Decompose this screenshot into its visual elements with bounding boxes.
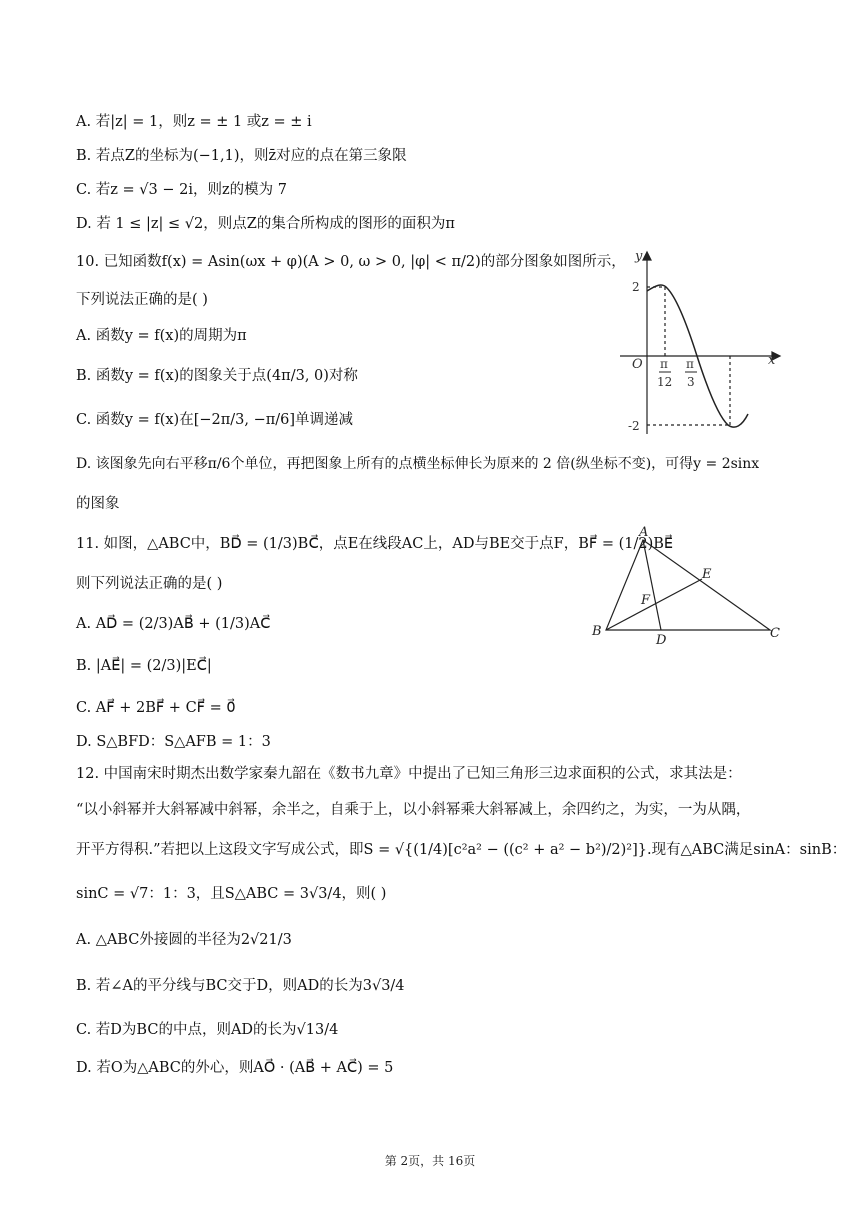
q11-option-a: A. AD⃗ = (2/3)AB⃗ + (1/3)AC⃗ — [76, 616, 271, 632]
q12-stem-3: 开平方得积.”若把以上这段文字写成公式，即S = √{(1/4)[c²a² − ((c² + a² − b²)/2)²]}.现有△ABC满足sinA：sinB： — [76, 842, 847, 858]
point-d-label: D — [656, 633, 667, 648]
q10-option-c: C. 函数y = f(x)在[−2π/3, −π/6]单调递减 — [76, 412, 354, 428]
point-e-label: E — [702, 567, 712, 582]
q11-option-b: B. |AE⃗| = (2/3)|EC⃗| — [76, 658, 212, 674]
q10-stem-cont: 下列说法正确的是( ) — [76, 292, 208, 308]
tick-2-denominator: 3 — [687, 375, 695, 389]
y-axis-label: y — [635, 249, 643, 264]
q9-option-a: A. 若|z| = 1，则z = ± 1 或z = ± i — [76, 114, 312, 130]
q9-option-d: D. 若 1 ≤ |z| ≤ √2，则点Z的集合所构成的图形的面积为π — [76, 216, 455, 232]
x-axis-label: x — [768, 353, 776, 368]
triangle-figure — [588, 524, 788, 648]
q11-option-c: C. AF⃗ + 2BF⃗ + CF⃗ = 0⃗ — [76, 700, 236, 716]
q12-stem-2: “以小斜幂并大斜幂减中斜幂，余半之，自乘于上，以小斜幂乘大斜幂减上，余四约之，为实，一为从隅， — [76, 802, 751, 818]
tick-1-denominator: 12 — [657, 375, 673, 389]
vertex-a-label: A — [639, 525, 649, 540]
q12-stem-1: 12. 中国南宋时期杰出数学家秦九韶在《数书九章》中提出了已知三角形三边求面积的公式，求其法是： — [76, 766, 742, 782]
q12-option-c: C. 若D为BC的中点，则AD的长为√13/4 — [76, 1022, 339, 1038]
q9-option-c: C. 若z = √3 − 2i，则z的模为 7 — [76, 182, 287, 198]
segment-be — [606, 579, 702, 630]
y-max-label: 2 — [632, 280, 640, 294]
origin-label: O — [632, 357, 643, 372]
page-footer: 第 2页，共 16页 — [384, 1154, 476, 1168]
tick-2-numerator: π — [686, 357, 694, 371]
segment-ad — [643, 540, 661, 630]
q10-stem: 10. 已知函数f(x) = Asin(ωx + φ)(A > 0, ω > 0, |φ| < π/2)的部分图象如图所示， — [76, 254, 626, 270]
q12-stem-4: sinC = √7：1：3，且S△ABC = 3√3/4，则( ) — [76, 886, 387, 902]
point-f-label: F — [641, 593, 651, 608]
q12-option-b: B. 若∠A的平分线与BC交于D，则AD的长为3√3/4 — [76, 978, 405, 994]
q11-stem: 11. 如图，△ABC中，BD⃗ = (1/3)BC⃗，点E在线段AC上，AD与BE交于点F，BF⃗ = (1/2)BE⃗ — [76, 536, 674, 552]
q10-option-a: A. 函数y = f(x)的周期为π — [76, 328, 247, 344]
vertex-b-label: B — [592, 624, 602, 639]
q10-option-d-tail: 的图象 — [76, 496, 120, 512]
sine-graph — [610, 244, 785, 444]
q10-option-b: B. 函数y = f(x)的图象关于点(4π/3, 0)对称 — [76, 368, 358, 384]
q12-option-a: A. △ABC外接圆的半径为2√21/3 — [76, 932, 292, 948]
q10-option-d: D. 该图象先向右平移π/6个单位，再把图象上所有的点横坐标伸长为原来的 2 倍(纵坐标不变)，可得y = 2sinx — [76, 456, 760, 472]
q12-option-d: D. 若O为△ABC的外心，则AO⃗ · (AB⃗ + AC⃗) = 5 — [76, 1060, 394, 1076]
q11-option-d: D. S△BFD：S△AFB = 1：3 — [76, 734, 271, 750]
q11-stem-cont: 则下列说法正确的是( ) — [76, 576, 223, 592]
y-min-label: -2 — [628, 419, 640, 433]
y-axis-arrow — [643, 252, 651, 260]
q9-option-b: B. 若点Z的坐标为(−1,1)，则z̄对应的点在第三象限 — [76, 148, 407, 164]
vertex-c-label: C — [770, 626, 780, 641]
tick-1-numerator: π — [660, 357, 668, 371]
